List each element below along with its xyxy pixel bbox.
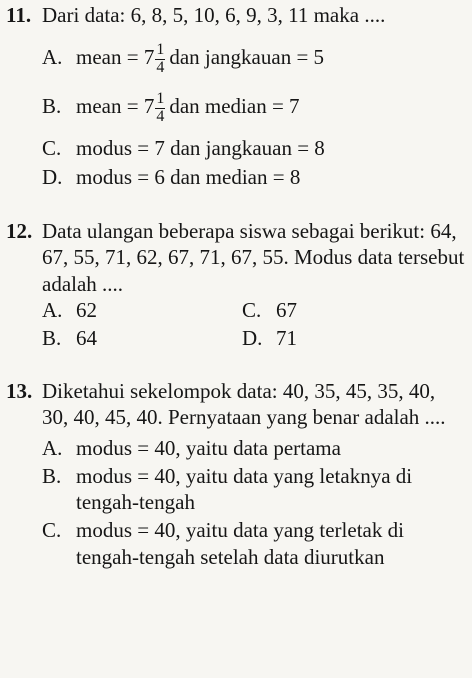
fraction	[155, 91, 165, 126]
option-c	[42, 517, 466, 570]
question-number: 11.	[6, 3, 32, 27]
question-text: Diketahui sekelompok data: 40, 35, 45, 35, 40, 30, 40, 45, 40. Pernyataan yang benar adalah ....	[42, 379, 446, 430]
option-text-post: dan median = 7	[169, 93, 300, 118]
question-12	[6, 218, 466, 351]
option-letter: B.	[42, 93, 62, 118]
option-letter: C.	[42, 136, 62, 161]
option-text: 64	[76, 326, 97, 350]
question-13	[6, 378, 466, 570]
option-text-pre: mean = 7	[76, 45, 155, 70]
option-text: modus = 40, yaitu data yang terletak di tengah-tengah setelah data diurutkan	[76, 518, 404, 569]
question-text: Data ulangan beberapa siswa sebagai berikut: 64, 67, 55, 71, 62, 67, 71, 67, 55. Modus data tersebut adalah ....	[42, 219, 465, 296]
option-text: modus = 7 dan jangkauan = 8	[76, 136, 325, 161]
option-text: 71	[276, 326, 297, 350]
option-a	[42, 42, 466, 77]
option-letter: C.	[42, 518, 62, 543]
question-text: Dari data: 6, 8, 5, 10, 6, 9, 3, 11 maka ....	[42, 3, 386, 27]
option-c	[242, 297, 442, 323]
option-d	[242, 325, 442, 351]
fraction-numerator: 1	[156, 41, 165, 59]
fraction-denominator: 4	[156, 59, 165, 77]
option-letter: C.	[242, 297, 262, 322]
option-b	[42, 325, 242, 351]
option-letter: D.	[242, 326, 263, 350]
option-a	[42, 297, 242, 323]
option-row-1	[42, 297, 466, 323]
option-text-pre: mean = 7	[76, 93, 155, 118]
option-a	[42, 435, 466, 461]
option-b	[42, 463, 466, 516]
option-text: 67	[276, 297, 297, 322]
option-row-2	[42, 325, 466, 351]
option-b	[42, 91, 466, 126]
option-text: modus = 40, yaitu data yang letaknya di tengah-tengah	[76, 463, 413, 514]
option-text: 62	[76, 297, 97, 322]
option-text-post: dan jangkauan = 5	[169, 45, 325, 70]
option-text: modus = 40, yaitu data pertama	[76, 435, 341, 460]
option-letter: D.	[42, 164, 63, 189]
fraction-numerator: 1	[156, 89, 165, 107]
option-c	[42, 135, 466, 161]
question-number: 13.	[6, 379, 33, 403]
option-letter: A.	[42, 435, 63, 460]
option-letter: B.	[42, 463, 62, 488]
option-letter: A.	[42, 45, 63, 70]
option-letter: B.	[42, 326, 62, 350]
question-11	[6, 2, 466, 190]
question-number: 12.	[6, 219, 33, 243]
option-letter: A.	[42, 297, 63, 322]
fraction	[155, 42, 165, 77]
fraction-denominator: 4	[156, 107, 165, 125]
option-d	[42, 164, 466, 190]
option-text: modus = 6 dan median = 8	[76, 164, 301, 189]
